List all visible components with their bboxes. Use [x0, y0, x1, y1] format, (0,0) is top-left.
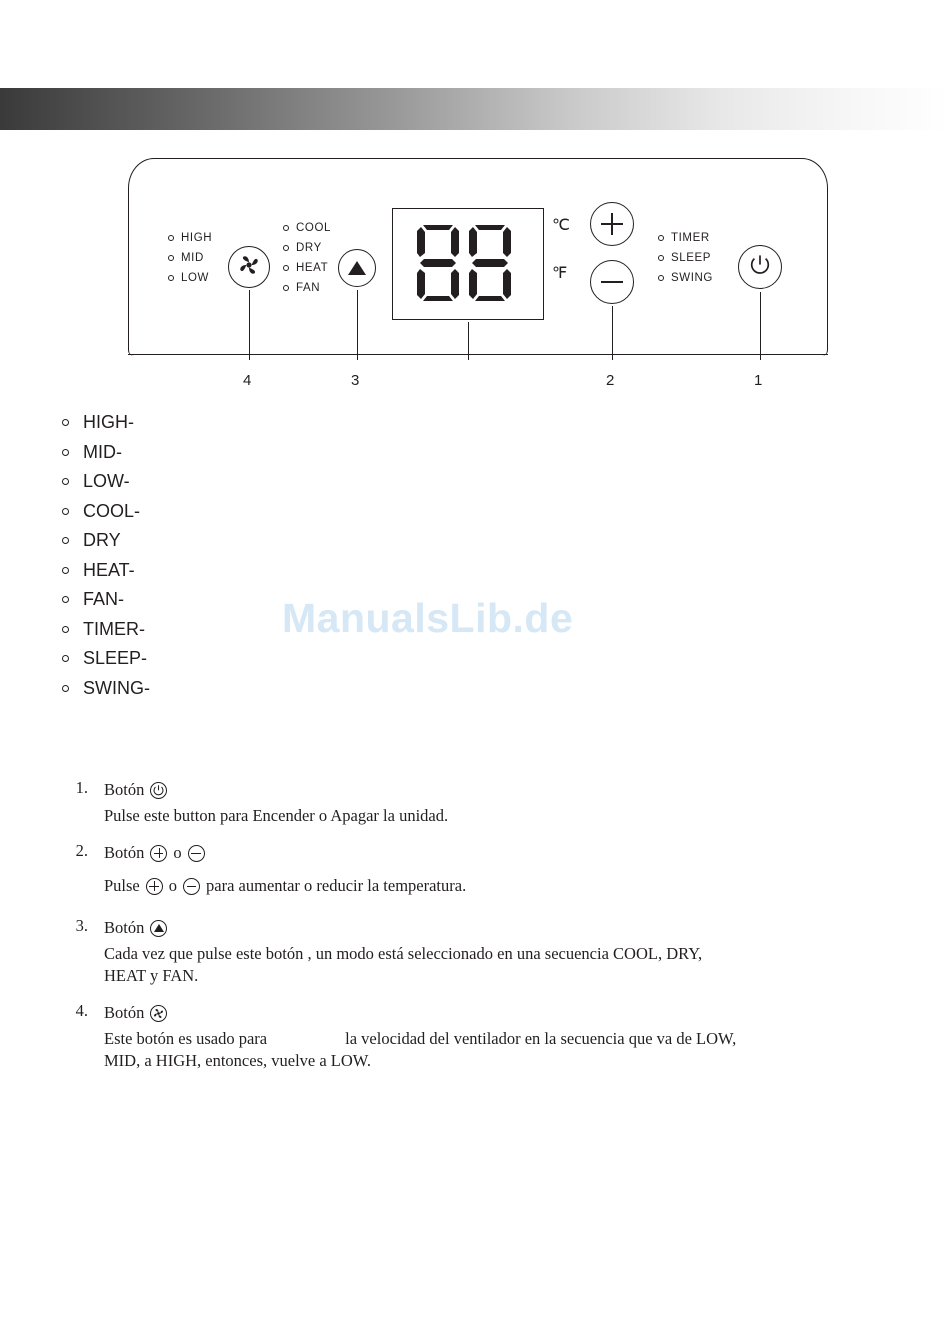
lcd-display [392, 208, 544, 320]
legend-label: FAN- [83, 589, 125, 610]
fan-speed-button[interactable] [228, 246, 270, 288]
temperature-unit-labels [552, 218, 570, 314]
indicator-label: LOW [181, 272, 209, 284]
lamp-icon [62, 596, 69, 603]
callout-3: 3 [351, 372, 360, 389]
lamp-icon [168, 235, 174, 241]
list-item [62, 408, 382, 438]
list-item [62, 526, 382, 556]
indicator-swing [658, 268, 713, 288]
header-gradient-bar [0, 88, 950, 130]
indicator-high [168, 228, 212, 248]
instruction-text: HEAT y FAN. [104, 965, 199, 985]
minus-icon [188, 845, 205, 862]
instruction-item-2 [60, 841, 920, 898]
panel-bottom-edge [128, 354, 828, 355]
leader-line-display [468, 322, 469, 360]
indicator-label: COOL [296, 222, 331, 234]
indicator-label: SWING [671, 272, 713, 284]
instructions-list [60, 778, 920, 1086]
indicator-label: TIMER [671, 232, 710, 244]
indicator-fan [283, 278, 331, 298]
legend-label: SWING- [83, 677, 150, 698]
indicator-heat [283, 258, 331, 278]
indicator-label: MID [181, 252, 204, 264]
instruction-text-pre: Pulse [104, 876, 140, 896]
list-item [62, 467, 382, 497]
indicator-dry [283, 238, 331, 258]
unit-fahrenheit: ℉ [552, 265, 568, 282]
indicator-mid [168, 248, 212, 268]
indicator-label: DRY [296, 242, 322, 254]
instruction-text-b: la velocidad del ventilador en la secuencia que va de LOW, [345, 1029, 737, 1049]
instruction-index: 2. [75, 841, 88, 861]
instruction-index: 4. [75, 1001, 88, 1021]
lamp-icon [62, 685, 69, 692]
legend-label: HEAT- [83, 559, 135, 580]
leader-line-3 [357, 290, 358, 360]
instruction-item-1 [60, 778, 920, 826]
instruction-conjunction: o [173, 843, 182, 863]
minus-icon [601, 271, 623, 293]
list-item [62, 674, 382, 704]
lamp-icon [658, 235, 664, 241]
minus-icon [183, 878, 200, 895]
control-panel-diagram [120, 150, 840, 415]
lamp-icon [168, 275, 174, 281]
indicator-label: HIGH [181, 232, 213, 244]
plus-icon [601, 213, 623, 235]
mode-triangle-icon [348, 261, 366, 275]
list-item [62, 438, 382, 468]
power-button[interactable] [738, 245, 782, 289]
mode-triangle-icon [150, 920, 167, 937]
lamp-icon [62, 449, 69, 456]
fan-speed-icon [236, 252, 262, 283]
callout-1: 1 [754, 372, 763, 389]
seven-segment-digits [393, 209, 541, 317]
instruction-text: Cada vez que pulse este botón , un modo está seleccionado en una secuencia COOL, DRY, [104, 944, 703, 964]
temperature-up-button[interactable] [590, 202, 634, 246]
legend-label: MID- [83, 441, 122, 462]
list-item [62, 556, 382, 586]
indicator-label: FAN [296, 282, 321, 294]
fan-speed-indicator-group [168, 228, 212, 288]
lamp-icon [62, 478, 69, 485]
leader-line-1 [760, 292, 761, 360]
lamp-icon [62, 419, 69, 426]
legend-label: TIMER- [83, 618, 145, 639]
instruction-text-c: MID, a HIGH, entonces, vuelve a LOW. [104, 1050, 371, 1070]
mode-button[interactable] [338, 249, 376, 287]
lamp-icon [658, 275, 664, 281]
mode-indicator-group [283, 218, 331, 298]
instruction-text-mid: o [168, 876, 178, 896]
instruction-heading: Botón [104, 1003, 145, 1023]
indicator-low [168, 268, 212, 288]
instruction-text-a: Este botón es usado para [104, 1029, 268, 1049]
list-item [62, 644, 382, 674]
lamp-icon [283, 265, 289, 271]
indicator-label: SLEEP [671, 252, 712, 264]
lamp-icon [658, 255, 664, 261]
callout-4: 4 [243, 372, 252, 389]
lamp-icon [62, 567, 69, 574]
lamp-icon [283, 285, 289, 291]
instruction-text [104, 1028, 920, 1049]
lamp-icon [168, 255, 174, 261]
instruction-text-post: para aumentar o reducir la temperatura. [206, 876, 467, 896]
indicator-timer [658, 228, 713, 248]
temperature-down-button[interactable] [590, 260, 634, 304]
lamp-icon [283, 245, 289, 251]
extra-indicator-group [658, 228, 713, 288]
watermark: ManualsLib.de [282, 595, 574, 641]
power-icon [150, 782, 167, 799]
legend-label: DRY [83, 530, 121, 551]
indicator-sleep [658, 248, 713, 268]
indicator-cool [283, 218, 331, 238]
leader-line-2 [612, 306, 613, 360]
legend-label: HIGH- [83, 412, 134, 433]
plus-icon [146, 878, 163, 895]
instruction-heading: Botón [104, 918, 145, 938]
instruction-index: 3. [75, 916, 88, 936]
lamp-icon [62, 626, 69, 633]
lamp-icon [62, 655, 69, 662]
legend-label: SLEEP- [83, 648, 148, 669]
plus-icon [150, 845, 167, 862]
indicator-legend-list [62, 408, 382, 703]
leader-line-4 [249, 290, 250, 360]
callout-2: 2 [606, 372, 615, 389]
power-icon [748, 253, 772, 282]
fan-speed-icon [150, 1005, 167, 1022]
instruction-heading: Botón [104, 843, 145, 863]
instruction-text: Pulse este button para Encender o Apagar la unidad. [104, 806, 449, 825]
instruction-heading: Botón [104, 780, 145, 799]
legend-label: COOL- [83, 500, 141, 521]
unit-celsius: ℃ [552, 217, 570, 234]
lamp-icon [283, 225, 289, 231]
legend-label: LOW- [83, 471, 130, 492]
indicator-label: HEAT [296, 262, 329, 274]
lamp-icon [62, 508, 69, 515]
instruction-item-4 [60, 1001, 920, 1071]
instruction-item-3 [60, 916, 920, 986]
lamp-icon [62, 537, 69, 544]
list-item [62, 497, 382, 527]
instruction-index: 1. [75, 778, 88, 797]
